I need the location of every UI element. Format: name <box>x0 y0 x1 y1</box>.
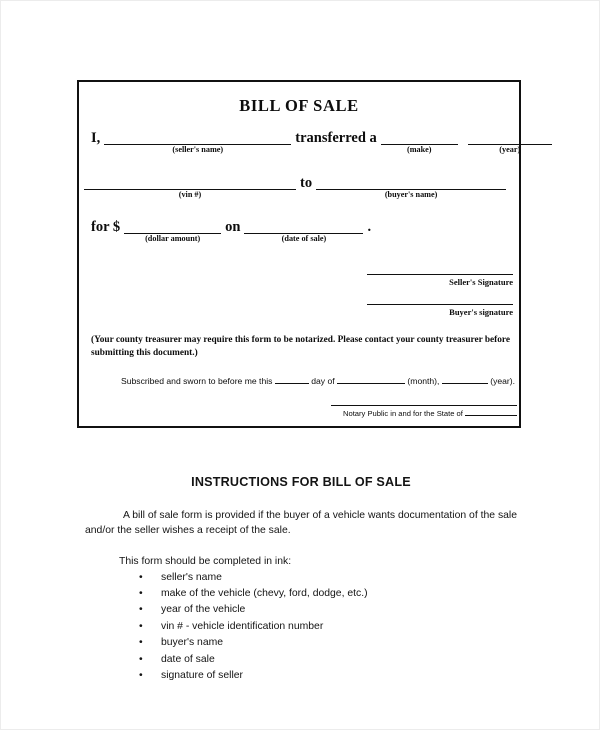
dollar-amount-caption: (dollar amount) <box>145 234 201 244</box>
seller-signature-field[interactable] <box>367 274 513 287</box>
row3-lead: for $ <box>91 219 121 235</box>
vin-blank[interactable] <box>84 174 296 190</box>
list-item-label: vin # - vehicle identification number <box>161 620 324 632</box>
year-caption: (year) <box>499 145 521 155</box>
row3-middle: on <box>225 219 241 235</box>
list-item <box>85 668 517 684</box>
sworn-part4: (year). <box>490 376 516 387</box>
list-item-label: signature of seller <box>161 670 244 682</box>
make-caption: (make) <box>406 145 432 155</box>
date-of-sale-field[interactable] <box>244 218 363 243</box>
sworn-part2: day of <box>311 376 335 387</box>
sworn-part3: (month), <box>407 376 440 387</box>
seller-name-blank[interactable] <box>104 129 291 145</box>
make-field[interactable] <box>381 129 458 154</box>
list-item <box>85 570 517 586</box>
list-item <box>85 652 517 668</box>
notary-field[interactable] <box>331 405 517 418</box>
bullet-icon: • <box>139 604 143 616</box>
buyer-name-field[interactable] <box>316 174 506 199</box>
seller-name-field[interactable] <box>104 129 291 154</box>
notarize-note: (Your county treasurer may require this form to be notarized. Please contact your county treasurer before submitting this document.) <box>91 335 510 359</box>
instructions-bullet-list <box>85 570 517 685</box>
bullet-icon: • <box>139 620 143 632</box>
form-row-seller-make-year <box>91 129 521 155</box>
dollar-amount-field[interactable] <box>124 218 221 243</box>
list-item <box>85 602 517 618</box>
list-item-label: make of the vehicle (chevy, ford, dodge, etc.) <box>161 587 368 599</box>
sworn-day-blank[interactable] <box>275 375 309 384</box>
bullet-icon: • <box>139 653 143 665</box>
row3-period: . <box>367 219 372 235</box>
year-blank[interactable] <box>468 129 552 145</box>
date-of-sale-blank[interactable] <box>244 218 363 234</box>
sworn-year-blank[interactable] <box>442 375 488 384</box>
form-title: BILL OF SALE <box>239 96 359 115</box>
instructions-lead: This form should be completed in ink: <box>119 555 292 567</box>
bullet-icon: • <box>139 571 143 583</box>
sworn-statement-row <box>121 375 517 386</box>
buyer-signature-field[interactable] <box>367 304 513 317</box>
buyer-signature-line[interactable] <box>367 304 513 305</box>
bullet-icon: • <box>139 670 143 682</box>
buyer-signature-label: Buyer's signature <box>449 307 513 317</box>
notary-label-row <box>331 408 517 418</box>
dollar-amount-blank[interactable] <box>124 218 221 234</box>
list-item <box>85 635 517 651</box>
make-blank[interactable] <box>381 129 458 145</box>
instructions-title: INSTRUCTIONS FOR BILL OF SALE <box>191 475 411 489</box>
form-row-amount-date <box>91 218 371 243</box>
row1-middle: transferred a <box>295 130 377 146</box>
seller-signature-line[interactable] <box>367 274 513 275</box>
instructions-section <box>85 475 517 685</box>
row2-middle: to <box>300 175 313 191</box>
sworn-part1: Subscribed and sworn to before me this <box>121 376 273 387</box>
notary-state-blank[interactable] <box>465 408 517 416</box>
list-item <box>85 586 517 602</box>
seller-signature-label: Seller's Signature <box>449 277 513 287</box>
instructions-paragraph: A bill of sale form is provided if the buyer of a vehicle wants documentation of the sale and/or the seller wishes a receipt of the sale. <box>85 510 517 536</box>
bullet-icon: • <box>139 637 143 649</box>
buyer-name-blank[interactable] <box>316 174 506 190</box>
sworn-month-blank[interactable] <box>337 375 405 384</box>
bill-of-sale-form-box <box>77 80 521 428</box>
list-item-label: buyer's name <box>161 637 224 649</box>
vin-field[interactable] <box>84 174 296 199</box>
vin-caption: (vin #) <box>178 190 202 200</box>
row1-lead: I, <box>91 130 101 146</box>
date-of-sale-caption: (date of sale) <box>281 234 327 244</box>
list-item-label: seller's name <box>161 571 222 583</box>
list-item <box>85 619 517 635</box>
year-field[interactable] <box>468 129 552 154</box>
form-row-vin-buyer <box>84 174 518 199</box>
notary-line[interactable] <box>331 405 517 406</box>
bullet-icon: • <box>139 587 143 599</box>
list-item-label: year of the vehicle <box>161 604 246 616</box>
notary-label: Notary Public in and for the State of <box>342 409 463 419</box>
buyer-name-caption: (buyer's name) <box>384 190 438 200</box>
seller-name-caption: (seller's name) <box>172 145 224 155</box>
list-item-label: date of sale <box>161 653 215 665</box>
